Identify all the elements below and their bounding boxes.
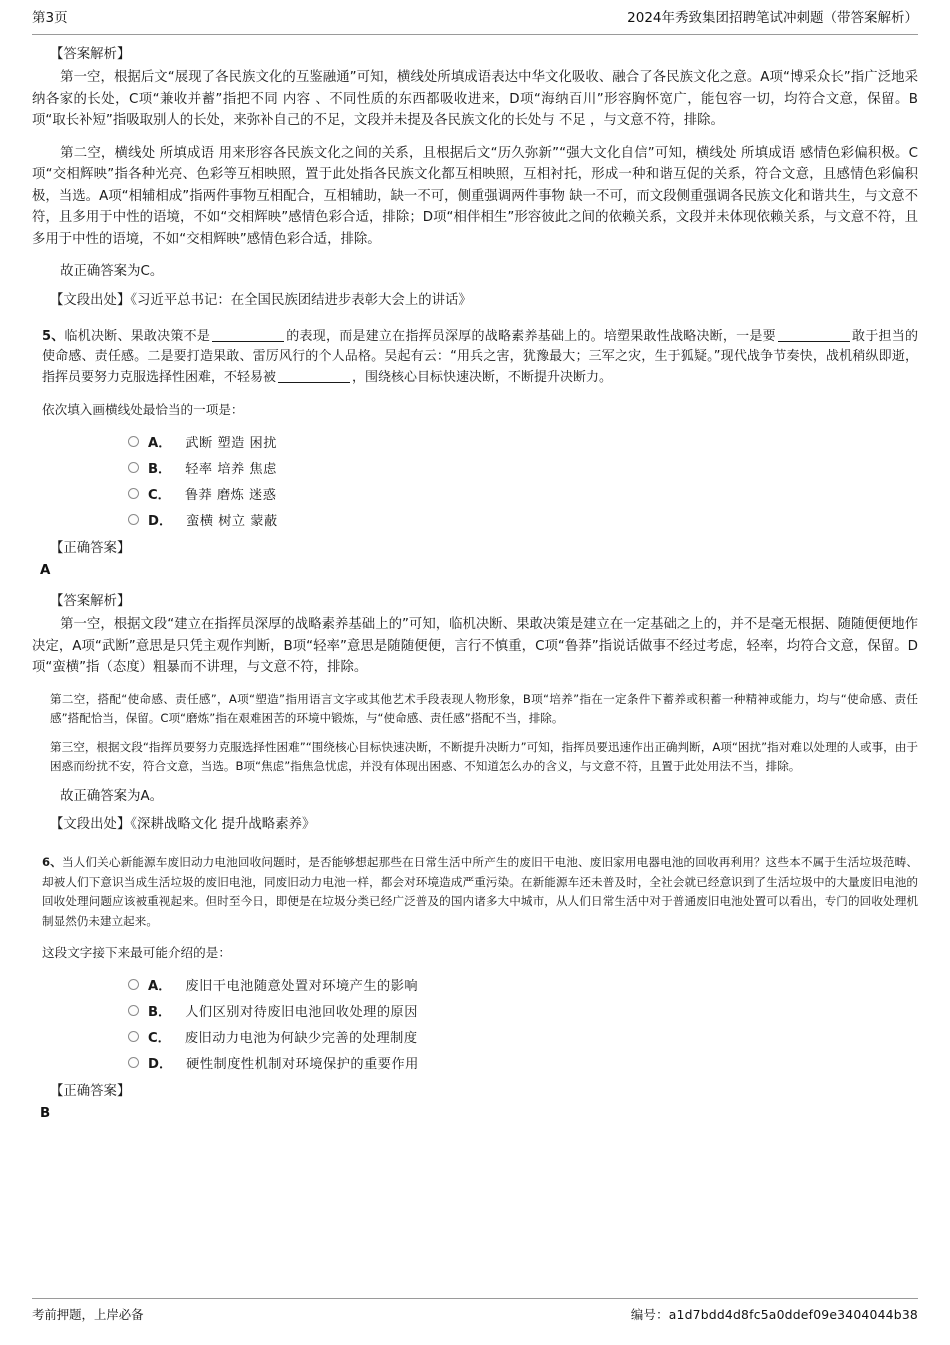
option-letter: A． — [148, 978, 172, 994]
option-text: 轻率 培养 焦虑 — [185, 461, 277, 477]
option-letter: D． — [148, 513, 173, 529]
question-5-source — [32, 814, 918, 835]
question-5-source-title: 《深耕战略文化 提升战略素养》 — [130, 817, 316, 833]
option-letter: C． — [148, 1030, 171, 1046]
radio-button-icon[interactable] — [128, 436, 139, 447]
question-6-option-a[interactable] — [32, 971, 918, 997]
radio-button-icon[interactable] — [128, 1005, 139, 1016]
question-6-option-b[interactable] — [32, 997, 918, 1023]
page-header — [32, 8, 918, 35]
question-5-explanation-para-2: 第二空，搭配“使命感、责任感”，A项“塑造”指用语言文字或其他艺术手段表现人物形象，B项“培养”指在一定条件下蓄养或积蓄一种精神或能力，均与“使命感、责任感”搭配恰当，保留。C项“磨炼”指在艰难困苦的环境中锻炼，与“使命感、责任感”搭配不当，排除。 — [50, 691, 918, 726]
question-6-option-d[interactable] — [32, 1049, 918, 1075]
q4-explanation-label: 【答案解析】 — [50, 47, 131, 62]
question-5-stem-part-4: ，围绕核心目标快速决断，不断提升决断力。 — [352, 369, 613, 385]
question-5-blank-2 — [778, 328, 850, 342]
option-text: 武断 塑造 困扰 — [185, 435, 277, 451]
footer-code-value: a1d7bdd4d8fc5a0ddef09e3404044b38 — [668, 1307, 918, 1322]
option-letter: D． — [148, 1056, 173, 1072]
option-letter: B． — [148, 461, 172, 477]
page-footer — [32, 1298, 918, 1323]
question-5-option-b[interactable] — [32, 454, 918, 480]
option-text: 人们区别对待废旧电池回收处理的原因 — [185, 1004, 418, 1020]
question-5-conclusion: 故正确答案为A。 — [60, 788, 164, 804]
question-5-number: 5、 — [42, 328, 65, 344]
q4-source-label: 【文段出处】 — [50, 292, 131, 308]
question-5-explanation-para-1: 第一空，根据文段“建立在指挥员深厚的战略素养基础上的”可知，临机决断、果敢决策是建立在一定基础之上的，并不是毫无根据、随随便便地作决定，A项“武断”意思是只凭主观作判断，B项“轻率”意思是随随便便，言行不慎重，C项“鲁莽”指说话做事不经过考虑，轻率，均符合文意，保留。D项“蛮横”指（态度）粗暴而不讲理，与文意不符，排除。 — [32, 617, 918, 676]
option-text: 鲁莽 磨炼 迷惑 — [184, 487, 277, 503]
question-5-stem-part-1: 临机决断、果敢决策不是 — [64, 328, 211, 344]
q4-source-title: 《习近平总书记：在全国民族团结进步表彰大会上的讲话》 — [130, 292, 472, 308]
footer-slogan: 考前押题，上岸必备 — [32, 1307, 144, 1322]
question-5-stem-part-2: 的表现，而是建立在指挥员深厚的战略素养基础上的。培塑果敢性战略决断，一是要 — [286, 328, 776, 344]
question-5-stem — [32, 327, 918, 389]
footer-code-label: 编号： — [630, 1307, 669, 1322]
question-5-stem-part-3: 敢于担当的使命感、责任感。二是要打造果敢、雷厉风行的个人品格。吴起有云：“用兵之害，犹豫最大；三军之灾，生于狐疑。”现代战争节奏快，战机稍纵即逝，指挥员要努力克服选择性困难，不轻易被 — [42, 328, 918, 385]
radio-button-icon[interactable] — [128, 1031, 139, 1042]
option-letter: B． — [148, 1004, 172, 1020]
question-6-answer-label: 【正确答案】 — [50, 1084, 131, 1100]
question-6-number: 6、 — [42, 855, 62, 870]
document-title: 2024年秀致集团招聘笔试冲刺题（带答案解析） — [627, 10, 918, 26]
option-text: 硬性制度性机制对环境保护的重要作用 — [186, 1056, 419, 1072]
radio-button-icon[interactable] — [128, 1057, 139, 1068]
question-5-source-label: 【文段出处】 — [50, 817, 131, 833]
question-6-option-c[interactable] — [32, 1023, 918, 1049]
question-6-stem-text: 当人们关心新能源车废旧动力电池回收问题时，是否能够想起那些在日常生活中所产生的废旧干电池、废旧家用电器电池的回收再利用？这些本不属于生活垃圾范畴、却被人们下意识当成生活垃圾的废旧电池，同废旧动力电池一样，都会对环境造成严重污染。在新能源车还未普及时，全社会就已经意识到了生活垃圾中的大量废旧电池的回收处理问题应该被重视起来。但时至今日，即便是在垃圾分类已经广泛普及的国内诸多大中城市，从人们日常生活中对于普通废旧电池处置可以看出，专门的回收处理机制显然仍未建立起来。 — [42, 855, 918, 928]
option-text: 蛮横 树立 蒙蔽 — [186, 513, 278, 529]
question-5-option-a[interactable] — [32, 428, 918, 454]
question-5-option-d[interactable] — [32, 506, 918, 532]
question-5-option-c[interactable] — [32, 480, 918, 506]
q4-conclusion: 故正确答案为C。 — [60, 264, 164, 279]
page-number: 第3页 — [32, 10, 68, 26]
radio-button-icon[interactable] — [128, 488, 139, 499]
question-5-blank-1 — [212, 328, 284, 342]
q4-explanation-para-1: 第一空，根据后文“展现了各民族文化的互鉴融通”可知，横线处所填成语表达中华文化吸收、融合了各民族文化之意。A项“博采众长”指广泛地采纳各家的长处，C项“兼收并蓄”指把不同 内容 、不同性质的东西都吸收进来，D项“海纳百川”形容胸怀宽广，能包容一切，均符合文意，保留。B项“取长补短”指吸取别人的长处，来弥补自己的不足，文段并未提及各民族文化的长处与 不足 ，与文意不符，排除。 — [32, 70, 918, 128]
document-content — [32, 44, 918, 1134]
question-6-stem — [32, 853, 918, 931]
option-letter: A． — [148, 435, 172, 451]
radio-button-icon[interactable] — [128, 979, 139, 990]
option-text: 废旧干电池随意处置对环境产生的影响 — [185, 978, 419, 994]
question-5-explanation-para-3: 第三空，根据文段“指挥员要努力克服选择性困难”“围绕核心目标快速决断，不断提升决断力”可知，指挥员要迅速作出正确判断，A项“困扰”指对难以处理的人或事，由于困惑而纷扰不安，符合文意，当选。B项“焦虑”指焦急忧虑，并没有体现出困惑、不知道怎么办的含义，与文意不符，且置于此处用法不当，排除。 — [50, 739, 918, 774]
question-6-options — [32, 971, 918, 1075]
question-6-answer-value: B — [40, 1106, 51, 1122]
question-5-answer-label: 【正确答案】 — [50, 541, 131, 557]
footer-code — [631, 1305, 918, 1323]
question-5-blank-3 — [278, 369, 350, 383]
question-5-answer-value: A — [40, 563, 51, 579]
question-5-prompt: 依次填入画横线处最恰当的一项是： — [42, 402, 244, 418]
radio-button-icon[interactable] — [128, 514, 139, 525]
question-6-prompt: 这段文字接下来最可能介绍的是： — [42, 945, 231, 961]
option-letter: C． — [148, 487, 171, 503]
question-5-explanation-label: 【答案解析】 — [50, 594, 131, 610]
option-text: 废旧动力电池为何缺少完善的处理制度 — [184, 1030, 418, 1046]
q4-source — [32, 290, 918, 311]
question-5-options — [32, 428, 918, 532]
radio-button-icon[interactable] — [128, 462, 139, 473]
q4-explanation-para-2: 第二空，横线处 所填成语 用来形容各民族文化之间的关系，且根据后文“历久弥新”“强大文化自信”可知，横线处 所填成语 感情色彩偏积极。C项“交相辉映”指各种光亮、色彩等互相映照，置于此处指各民族文化都互相映照，互相衬托，形成一种和谐互促的关系，符合文意，且感情色彩偏积极，当选。A项“相辅相成”指两件事物互相配合，互相辅助，缺一不可，侧重强调两件事物 缺一不可，而文段侧重强调各民族文化和谐共生，与文意不符，且多用于中性的语境，不如“交相辉映”感情色彩合适，排除；D项“相伴相生”形容彼此之间的依赖关系，文段并未体现依赖关系，与文意不符，且多用于中性的语境，不如“交相辉映”感情色彩合适，排除。 — [32, 145, 918, 247]
